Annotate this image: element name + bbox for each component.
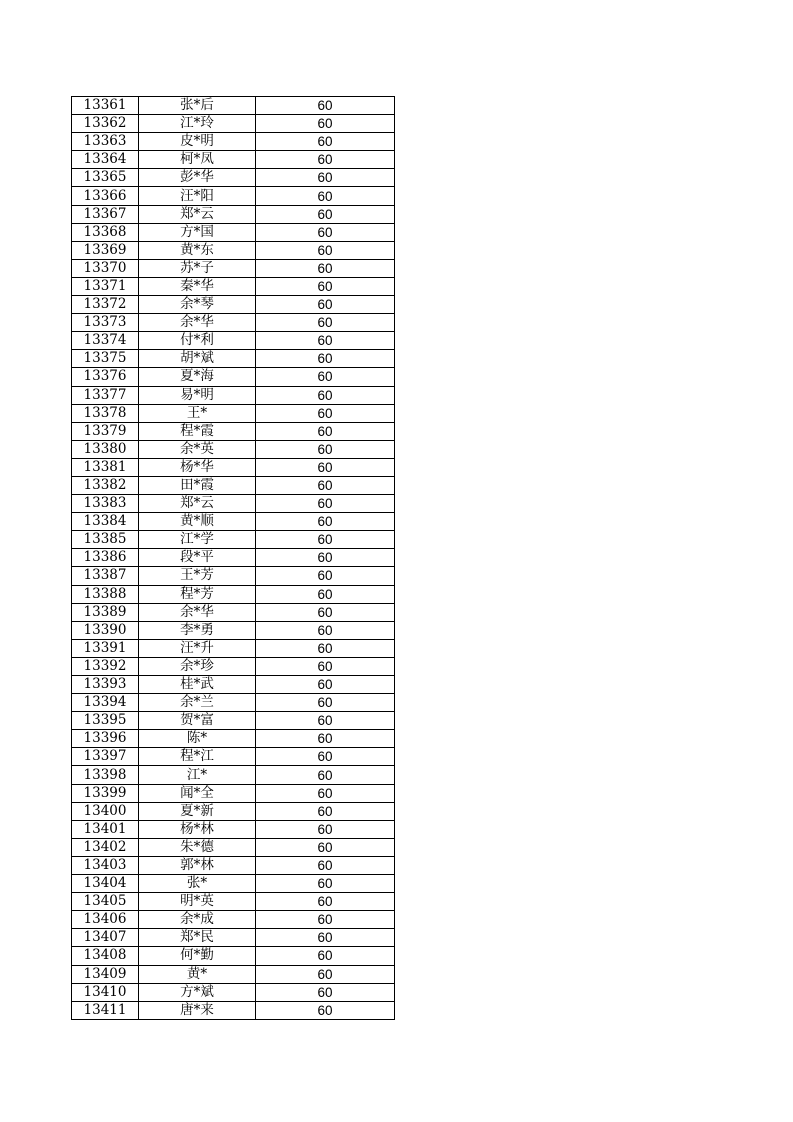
row-id-cell: 13370 <box>72 259 139 277</box>
row-score-cell: 60 <box>256 929 395 947</box>
row-name-cell: 李*勇 <box>139 621 256 639</box>
row-name-cell: 郑*云 <box>139 205 256 223</box>
table-row <box>72 947 395 965</box>
table-row <box>72 911 395 929</box>
table-row <box>72 169 395 187</box>
row-score-cell: 60 <box>256 730 395 748</box>
table-row <box>72 513 395 531</box>
row-score-cell: 60 <box>256 567 395 585</box>
row-id-cell: 13395 <box>72 712 139 730</box>
row-name-cell: 柯*凤 <box>139 151 256 169</box>
row-id-cell: 13367 <box>72 205 139 223</box>
table-row <box>72 531 395 549</box>
row-score-cell: 60 <box>256 259 395 277</box>
table-row <box>72 495 395 513</box>
row-name-cell: 余*兰 <box>139 694 256 712</box>
table-row <box>72 314 395 332</box>
row-name-cell: 黄*顺 <box>139 513 256 531</box>
row-name-cell: 余*琴 <box>139 296 256 314</box>
row-score-cell: 60 <box>256 875 395 893</box>
table-row <box>72 549 395 567</box>
table-row <box>72 820 395 838</box>
row-id-cell: 13408 <box>72 947 139 965</box>
row-score-cell: 60 <box>256 838 395 856</box>
row-name-cell: 张* <box>139 875 256 893</box>
table-row <box>72 422 395 440</box>
row-name-cell: 杨*林 <box>139 820 256 838</box>
row-id-cell: 13382 <box>72 476 139 494</box>
row-score-cell: 60 <box>256 856 395 874</box>
table-row <box>72 350 395 368</box>
row-name-cell: 程*霞 <box>139 422 256 440</box>
table-row <box>72 748 395 766</box>
row-score-cell: 60 <box>256 97 395 115</box>
row-name-cell: 郑*民 <box>139 929 256 947</box>
row-name-cell: 桂*武 <box>139 676 256 694</box>
table-row <box>72 639 395 657</box>
row-name-cell: 黄* <box>139 965 256 983</box>
row-id-cell: 13394 <box>72 694 139 712</box>
row-id-cell: 13409 <box>72 965 139 983</box>
row-score-cell: 60 <box>256 495 395 513</box>
row-name-cell: 明*英 <box>139 893 256 911</box>
table-row <box>72 296 395 314</box>
row-id-cell: 13371 <box>72 277 139 295</box>
table-row <box>72 440 395 458</box>
row-score-cell: 60 <box>256 639 395 657</box>
row-name-cell: 夏*新 <box>139 802 256 820</box>
row-id-cell: 13375 <box>72 350 139 368</box>
table-row <box>72 766 395 784</box>
row-id-cell: 13364 <box>72 151 139 169</box>
row-name-cell: 付*利 <box>139 332 256 350</box>
table-row <box>72 259 395 277</box>
row-score-cell: 60 <box>256 748 395 766</box>
row-score-cell: 60 <box>256 911 395 929</box>
table-body <box>72 97 395 1020</box>
row-id-cell: 13407 <box>72 929 139 947</box>
row-id-cell: 13390 <box>72 621 139 639</box>
row-name-cell: 黄*东 <box>139 241 256 259</box>
row-score-cell: 60 <box>256 676 395 694</box>
table-row <box>72 476 395 494</box>
row-id-cell: 13366 <box>72 187 139 205</box>
row-score-cell: 60 <box>256 621 395 639</box>
row-name-cell: 江*学 <box>139 531 256 549</box>
table-row <box>72 205 395 223</box>
row-name-cell: 闻*全 <box>139 784 256 802</box>
row-score-cell: 60 <box>256 585 395 603</box>
row-id-cell: 13385 <box>72 531 139 549</box>
row-id-cell: 13381 <box>72 458 139 476</box>
row-id-cell: 13368 <box>72 223 139 241</box>
row-id-cell: 13361 <box>72 97 139 115</box>
row-id-cell: 13362 <box>72 115 139 133</box>
table-row <box>72 965 395 983</box>
row-score-cell: 60 <box>256 802 395 820</box>
row-score-cell: 60 <box>256 314 395 332</box>
row-id-cell: 13372 <box>72 296 139 314</box>
row-id-cell: 13406 <box>72 911 139 929</box>
row-score-cell: 60 <box>256 513 395 531</box>
table-row <box>72 404 395 422</box>
row-name-cell: 唐*来 <box>139 1001 256 1019</box>
row-id-cell: 13402 <box>72 838 139 856</box>
row-score-cell: 60 <box>256 368 395 386</box>
row-id-cell: 13396 <box>72 730 139 748</box>
table-row <box>72 875 395 893</box>
row-score-cell: 60 <box>256 205 395 223</box>
row-id-cell: 13380 <box>72 440 139 458</box>
row-name-cell: 程*江 <box>139 748 256 766</box>
table-row <box>72 838 395 856</box>
table-row <box>72 603 395 621</box>
row-name-cell: 王* <box>139 404 256 422</box>
row-id-cell: 13365 <box>72 169 139 187</box>
row-id-cell: 13404 <box>72 875 139 893</box>
table-row <box>72 983 395 1001</box>
row-id-cell: 13389 <box>72 603 139 621</box>
table-row <box>72 458 395 476</box>
row-score-cell: 60 <box>256 151 395 169</box>
row-id-cell: 13397 <box>72 748 139 766</box>
table-row <box>72 712 395 730</box>
row-score-cell: 60 <box>256 531 395 549</box>
row-id-cell: 13387 <box>72 567 139 585</box>
row-score-cell: 60 <box>256 1001 395 1019</box>
row-id-cell: 13405 <box>72 893 139 911</box>
row-name-cell: 陈* <box>139 730 256 748</box>
row-name-cell: 余*华 <box>139 314 256 332</box>
table-row <box>72 277 395 295</box>
row-id-cell: 13363 <box>72 133 139 151</box>
row-id-cell: 13410 <box>72 983 139 1001</box>
row-score-cell: 60 <box>256 332 395 350</box>
row-score-cell: 60 <box>256 476 395 494</box>
row-id-cell: 13400 <box>72 802 139 820</box>
row-id-cell: 13391 <box>72 639 139 657</box>
spreadsheet-page <box>71 96 395 1020</box>
row-name-cell: 易*明 <box>139 386 256 404</box>
row-id-cell: 13403 <box>72 856 139 874</box>
row-name-cell: 段*平 <box>139 549 256 567</box>
table-row <box>72 802 395 820</box>
row-id-cell: 13411 <box>72 1001 139 1019</box>
row-score-cell: 60 <box>256 404 395 422</box>
table-row <box>72 856 395 874</box>
row-name-cell: 程*芳 <box>139 585 256 603</box>
row-name-cell: 苏*子 <box>139 259 256 277</box>
row-name-cell: 余*成 <box>139 911 256 929</box>
row-name-cell: 余*珍 <box>139 657 256 675</box>
row-score-cell: 60 <box>256 187 395 205</box>
row-id-cell: 13369 <box>72 241 139 259</box>
row-score-cell: 60 <box>256 947 395 965</box>
row-name-cell: 田*霞 <box>139 476 256 494</box>
row-id-cell: 13399 <box>72 784 139 802</box>
row-name-cell: 王*芳 <box>139 567 256 585</box>
table-row <box>72 585 395 603</box>
row-id-cell: 13374 <box>72 332 139 350</box>
row-id-cell: 13386 <box>72 549 139 567</box>
row-score-cell: 60 <box>256 458 395 476</box>
row-score-cell: 60 <box>256 549 395 567</box>
table-row <box>72 621 395 639</box>
table-row <box>72 241 395 259</box>
row-name-cell: 杨*华 <box>139 458 256 476</box>
table-row <box>72 676 395 694</box>
table-row <box>72 223 395 241</box>
row-id-cell: 13398 <box>72 766 139 784</box>
table-row <box>72 386 395 404</box>
row-score-cell: 60 <box>256 766 395 784</box>
row-id-cell: 13379 <box>72 422 139 440</box>
row-name-cell: 方*国 <box>139 223 256 241</box>
row-score-cell: 60 <box>256 386 395 404</box>
row-score-cell: 60 <box>256 965 395 983</box>
row-score-cell: 60 <box>256 784 395 802</box>
row-score-cell: 60 <box>256 223 395 241</box>
table-row <box>72 368 395 386</box>
table-row <box>72 784 395 802</box>
row-score-cell: 60 <box>256 422 395 440</box>
row-score-cell: 60 <box>256 115 395 133</box>
row-id-cell: 13401 <box>72 820 139 838</box>
row-name-cell: 夏*海 <box>139 368 256 386</box>
row-id-cell: 13373 <box>72 314 139 332</box>
table-row <box>72 929 395 947</box>
row-score-cell: 60 <box>256 241 395 259</box>
row-name-cell: 皮*明 <box>139 133 256 151</box>
row-name-cell: 余*华 <box>139 603 256 621</box>
row-score-cell: 60 <box>256 133 395 151</box>
row-name-cell: 汪*升 <box>139 639 256 657</box>
row-id-cell: 13384 <box>72 513 139 531</box>
row-name-cell: 何*勤 <box>139 947 256 965</box>
table-row <box>72 657 395 675</box>
row-score-cell: 60 <box>256 657 395 675</box>
row-name-cell: 江*玲 <box>139 115 256 133</box>
row-id-cell: 13393 <box>72 676 139 694</box>
row-name-cell: 朱*德 <box>139 838 256 856</box>
row-score-cell: 60 <box>256 296 395 314</box>
row-name-cell: 汪*阳 <box>139 187 256 205</box>
row-id-cell: 13378 <box>72 404 139 422</box>
table-row <box>72 567 395 585</box>
row-score-cell: 60 <box>256 440 395 458</box>
table-row <box>72 730 395 748</box>
data-table <box>71 96 395 1020</box>
row-name-cell: 余*英 <box>139 440 256 458</box>
table-row <box>72 151 395 169</box>
row-score-cell: 60 <box>256 603 395 621</box>
table-row <box>72 332 395 350</box>
table-row <box>72 133 395 151</box>
table-row <box>72 115 395 133</box>
row-name-cell: 彭*华 <box>139 169 256 187</box>
table-row <box>72 893 395 911</box>
row-score-cell: 60 <box>256 694 395 712</box>
table-row <box>72 187 395 205</box>
row-name-cell: 方*斌 <box>139 983 256 1001</box>
row-name-cell: 郭*林 <box>139 856 256 874</box>
row-score-cell: 60 <box>256 712 395 730</box>
table-row <box>72 97 395 115</box>
row-id-cell: 13376 <box>72 368 139 386</box>
row-id-cell: 13388 <box>72 585 139 603</box>
row-id-cell: 13377 <box>72 386 139 404</box>
row-id-cell: 13392 <box>72 657 139 675</box>
row-name-cell: 贺*富 <box>139 712 256 730</box>
row-score-cell: 60 <box>256 169 395 187</box>
table-row <box>72 1001 395 1019</box>
row-name-cell: 郑*云 <box>139 495 256 513</box>
row-score-cell: 60 <box>256 277 395 295</box>
row-score-cell: 60 <box>256 893 395 911</box>
row-score-cell: 60 <box>256 820 395 838</box>
row-score-cell: 60 <box>256 350 395 368</box>
row-name-cell: 江* <box>139 766 256 784</box>
table-row <box>72 694 395 712</box>
row-score-cell: 60 <box>256 983 395 1001</box>
row-name-cell: 张*后 <box>139 97 256 115</box>
row-id-cell: 13383 <box>72 495 139 513</box>
row-name-cell: 秦*华 <box>139 277 256 295</box>
row-name-cell: 胡*斌 <box>139 350 256 368</box>
